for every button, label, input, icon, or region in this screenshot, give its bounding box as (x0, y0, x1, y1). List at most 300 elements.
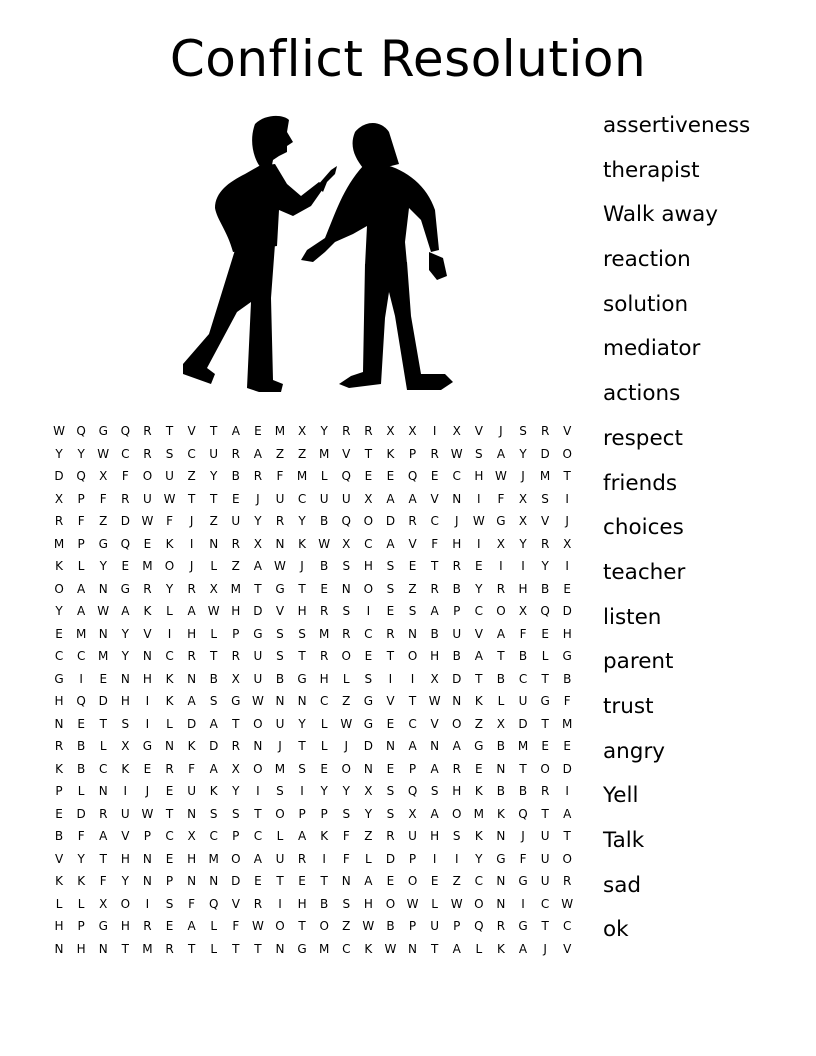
grid-letter: E (475, 559, 483, 574)
grid-letter: I (145, 716, 150, 731)
grid-letter: W (141, 514, 154, 529)
grid-letter: I (167, 626, 172, 641)
grid-letter: G (518, 874, 528, 889)
grid-letter: I (521, 559, 525, 574)
grid-letter: N (496, 874, 506, 889)
grid-letter: K (187, 739, 196, 754)
grid-letter: N (253, 739, 263, 754)
grid-letter: W (53, 424, 65, 439)
grid-letter: O (120, 896, 131, 911)
grid-letter: C (297, 491, 307, 506)
grid-letter: M (318, 446, 330, 461)
grid-row (48, 758, 578, 781)
grid-letter: T (232, 941, 240, 956)
grid-letter: B (518, 784, 528, 799)
grid-letter: D (363, 739, 373, 754)
grid-letter: I (145, 896, 150, 911)
grid-letter: F (188, 896, 196, 911)
grid-letter: N (142, 649, 152, 664)
grid-letter: I (366, 604, 371, 619)
grid-letter: N (275, 694, 285, 709)
grid-letter: S (342, 896, 351, 911)
grid-letter: C (121, 446, 130, 461)
grid-letter: F (77, 514, 85, 529)
grid-letter: N (209, 874, 219, 889)
grid-letter: L (276, 829, 284, 844)
grid-letter: R (540, 784, 550, 799)
grid-letter: I (278, 896, 282, 911)
grid-letter: X (231, 761, 240, 776)
grid-letter: N (275, 536, 285, 551)
grid-letter: G (98, 536, 108, 551)
grid-letter: G (363, 694, 374, 709)
grid-letter: A (563, 806, 572, 821)
grid-letter: N (408, 941, 418, 956)
grid-letter: P (298, 806, 306, 821)
grid-letter: B (77, 739, 86, 754)
grid-letter: G (275, 581, 285, 596)
grid-row (48, 623, 578, 646)
grid-letter: D (186, 716, 197, 731)
page-title: Conflict Resolution (169, 30, 647, 88)
grid-letter: T (541, 671, 549, 686)
grid-letter: P (408, 761, 417, 776)
grid-letter: L (166, 604, 173, 619)
grid-letter: L (320, 739, 328, 754)
grid-letter: N (142, 874, 152, 889)
grid-letter: Q (76, 469, 86, 484)
grid-letter: T (364, 446, 373, 461)
grid-letter: R (231, 536, 240, 551)
grid-letter: B (320, 559, 329, 574)
grid-letter: H (452, 784, 462, 799)
grid-letter: X (253, 536, 262, 551)
grid-letter: F (519, 626, 527, 641)
grid-letter: H (120, 919, 130, 934)
grid-letter: F (166, 514, 173, 529)
grid-letter: N (209, 536, 219, 551)
grid-letter: H (76, 941, 86, 956)
grid-letter: C (54, 649, 64, 664)
word-list-item: reaction (603, 247, 691, 273)
grid-letter: Z (275, 446, 285, 461)
grid-letter: Y (519, 536, 527, 551)
grid-letter: R (540, 424, 550, 439)
grid-letter: P (77, 919, 85, 934)
grid-letter: B (386, 919, 395, 934)
grid-letter: K (55, 559, 63, 574)
grid-letter: W (472, 514, 485, 529)
grid-letter: G (540, 694, 550, 709)
grid-letter: H (120, 851, 130, 866)
grid-letter: H (363, 559, 373, 574)
grid-letter: R (496, 919, 506, 934)
grid-letter: O (275, 919, 285, 934)
grid-letter: F (77, 829, 85, 844)
grid-letter: S (276, 649, 284, 664)
grid-row (48, 825, 578, 848)
grid-letter: T (187, 941, 196, 956)
grid-letter: O (363, 514, 374, 529)
grid-letter: M (318, 626, 330, 641)
grid-letter: Z (187, 469, 196, 484)
grid-letter: Y (121, 874, 129, 889)
grid-letter: N (496, 829, 506, 844)
grid-letter: V (474, 424, 483, 439)
grid-letter: E (563, 739, 571, 754)
grid-letter: A (77, 581, 86, 596)
grid-letter: F (276, 469, 284, 484)
grid-letter: M (296, 469, 308, 484)
grid-letter: E (475, 761, 483, 776)
grid-letter: O (54, 581, 64, 596)
grid-letter: S (165, 896, 174, 911)
grid-letter: N (187, 806, 197, 821)
grid-letter: E (320, 581, 328, 596)
grid-letter: G (98, 424, 108, 439)
grid-letter: R (54, 514, 64, 529)
grid-letter: Y (77, 851, 85, 866)
grid-row (48, 735, 578, 758)
grid-letter: N (98, 626, 108, 641)
grid-letter: C (430, 514, 439, 529)
grid-letter: W (251, 919, 264, 934)
grid-letter: R (165, 941, 174, 956)
grid-letter: Q (407, 469, 418, 484)
grid-letter: X (408, 806, 417, 821)
grid-letter: A (253, 559, 262, 574)
grid-letter: T (320, 874, 328, 889)
grid-letter: N (385, 739, 395, 754)
grid-letter: T (165, 806, 174, 821)
grid-letter: E (99, 671, 108, 686)
grid-letter: L (320, 469, 328, 484)
grid-letter: E (541, 626, 549, 641)
grid-letter: B (320, 896, 329, 911)
grid-letter: Y (165, 581, 174, 596)
grid-letter: U (341, 491, 351, 506)
grid-letter: B (496, 784, 506, 799)
word-list-item: sad (603, 872, 642, 898)
grid-letter: R (430, 446, 439, 461)
grid-letter: W (406, 896, 419, 911)
grid-letter: O (231, 851, 241, 866)
grid-letter: V (541, 514, 550, 529)
grid-letter: D (452, 671, 462, 686)
grid-letter: F (519, 851, 527, 866)
grid-letter: K (298, 536, 307, 551)
grid-letter: V (563, 424, 572, 439)
grid-letter: I (432, 424, 437, 439)
grid-letter: U (253, 649, 263, 664)
grid-row (48, 690, 578, 713)
grid-letter: L (210, 626, 218, 641)
grid-letter: G (518, 919, 528, 934)
grid-letter: X (452, 424, 461, 439)
grid-row (48, 848, 578, 871)
grid-letter: W (561, 896, 574, 911)
grid-letter: G (253, 626, 263, 641)
grid-letter: I (410, 671, 415, 686)
grid-letter: K (143, 604, 152, 619)
grid-letter: S (231, 806, 240, 821)
grid-letter: J (278, 739, 282, 754)
grid-letter: M (517, 739, 529, 754)
grid-letter: R (275, 514, 285, 529)
grid-letter: J (454, 514, 459, 529)
grid-letter: R (540, 536, 550, 551)
grid-letter: D (385, 851, 396, 866)
grid-letter: H (187, 851, 197, 866)
grid-letter: A (364, 874, 373, 889)
grid-letter: C (253, 829, 263, 844)
word-list-item: mediator (603, 336, 701, 362)
grid-letter: Y (298, 514, 306, 529)
grid-letter: B (209, 671, 218, 686)
grid-letter: O (496, 604, 506, 619)
grid-letter: H (363, 896, 373, 911)
grid-letter: T (541, 919, 549, 934)
grid-letter: A (209, 716, 218, 731)
grid-letter: Z (452, 874, 461, 889)
grid-letter: H (187, 626, 197, 641)
grid-letter: B (430, 626, 439, 641)
grid-letter: N (496, 761, 506, 776)
grid-letter: T (298, 919, 306, 934)
grid-letter: R (496, 581, 506, 596)
grid-letter: E (165, 784, 174, 799)
grid-letter: Y (254, 514, 262, 529)
grid-letter: U (231, 514, 241, 529)
grid-letter: N (496, 896, 506, 911)
grid-letter: I (477, 491, 481, 506)
grid-letter: X (187, 829, 196, 844)
grid-letter: L (342, 671, 350, 686)
grid-row (48, 893, 578, 916)
grid-letter: T (497, 649, 505, 664)
grid-letter: Q (76, 694, 86, 709)
grid-letter: Y (298, 716, 306, 731)
grid-letter: D (518, 716, 528, 731)
grid-letter: T (563, 469, 571, 484)
grid-letter: W (97, 446, 110, 461)
grid-letter: D (562, 761, 572, 776)
grid-letter: K (364, 941, 373, 956)
grid-letter: K (121, 761, 130, 776)
grid-letter: F (342, 829, 350, 844)
grid-letter: H (562, 626, 572, 641)
grid-letter: C (319, 694, 329, 709)
grid-letter: T (475, 671, 483, 686)
grid-letter: G (231, 694, 241, 709)
grid-letter: X (518, 491, 528, 506)
grid-letter: S (386, 559, 395, 574)
grid-letter: T (210, 491, 218, 506)
grid-letter: R (342, 626, 351, 641)
grid-letter: C (540, 896, 550, 911)
grid-letter: O (562, 851, 572, 866)
grid-letter: S (386, 784, 395, 799)
grid-letter: O (164, 559, 175, 574)
grid-letter: W (340, 716, 353, 731)
grid-letter: Y (99, 559, 107, 574)
word-list-item: choices (603, 515, 684, 541)
grid-letter: I (322, 851, 326, 866)
grid-letter: W (384, 941, 397, 956)
grid-letter: M (274, 761, 286, 776)
grid-letter: Q (76, 424, 86, 439)
grid-letter: N (142, 851, 152, 866)
grid-letter: C (187, 446, 196, 461)
grid-letter: F (563, 694, 571, 709)
grid-letter: F (431, 536, 439, 551)
grid-letter: V (54, 851, 64, 866)
grid-letter: A (253, 851, 262, 866)
grid-letter: E (386, 716, 395, 731)
grid-letter: O (363, 581, 374, 596)
grid-letter: G (297, 671, 307, 686)
grid-letter: M (318, 941, 330, 956)
grid-letter: C (518, 671, 528, 686)
grid-letter: E (165, 851, 174, 866)
grid-letter: T (99, 716, 107, 731)
grid-letter: J (344, 739, 349, 754)
grid-letter: N (165, 739, 174, 754)
word-list (603, 111, 750, 960)
grid-letter: E (55, 806, 63, 821)
grid-letter: L (210, 559, 218, 574)
grid-letter: Y (320, 424, 328, 439)
grid-letter: T (165, 424, 174, 439)
grid-letter: U (120, 806, 130, 821)
grid-letter: S (209, 694, 218, 709)
grid-letter: I (521, 896, 525, 911)
grid-letter: P (408, 851, 417, 866)
grid-letter: S (364, 671, 373, 686)
grid-letter: H (231, 604, 241, 619)
grid-letter: P (408, 446, 417, 461)
grid-letter: D (253, 604, 263, 619)
grid-letter: W (428, 694, 441, 709)
grid-letter: T (210, 649, 218, 664)
grid-letter: I (145, 694, 150, 709)
grid-letter: H (430, 829, 440, 844)
grid-letter: M (274, 424, 286, 439)
grid-letter: J (256, 491, 260, 506)
grid-letter: K (474, 694, 483, 709)
grid-letter: O (474, 896, 484, 911)
grid-letter: U (275, 491, 285, 506)
grid-letter: T (563, 829, 571, 844)
grid-letter: A (496, 626, 506, 641)
grid-letter: S (276, 626, 284, 641)
grid-letter: F (342, 851, 350, 866)
word-list-item: therapist (603, 157, 700, 183)
grid-letter: R (187, 649, 196, 664)
grid-letter: K (165, 536, 174, 551)
grid-letter: S (298, 626, 306, 641)
grid-letter: E (430, 469, 439, 484)
grid-letter: O (275, 806, 285, 821)
grid-letter: Q (120, 424, 131, 439)
grid-row (48, 555, 578, 578)
grid-letter: T (298, 649, 306, 664)
word-list-item: trust (603, 693, 654, 719)
grid-row (48, 533, 578, 556)
grid-letter: U (540, 851, 550, 866)
grid-row (48, 938, 578, 961)
grid-letter: E (254, 424, 262, 439)
grid-letter: T (386, 649, 395, 664)
grid-letter: E (386, 469, 395, 484)
grid-row (48, 600, 578, 623)
grid-letter: R (121, 491, 130, 506)
word-list-item: Yell (603, 783, 639, 809)
grid-letter: V (275, 604, 285, 619)
grid-letter: E (143, 761, 152, 776)
grid-letter: G (120, 581, 130, 596)
grid-letter: T (541, 806, 549, 821)
grid-letter: W (494, 469, 507, 484)
grid-letter: K (496, 941, 505, 956)
grid-letter: C (165, 649, 174, 664)
grid-letter: W (362, 919, 375, 934)
grid-letter: R (430, 581, 439, 596)
grid-letter: Y (519, 446, 527, 461)
grid-letter: T (254, 806, 262, 821)
grid-letter: O (253, 716, 263, 731)
grid-letter: R (165, 761, 174, 776)
grid-letter: A (430, 604, 439, 619)
grid-letter: Z (209, 514, 218, 529)
grid-letter: I (565, 559, 569, 574)
grid-letter: V (563, 941, 572, 956)
grid-letter: A (430, 806, 439, 821)
grid-letter: W (450, 446, 463, 461)
grid-letter: T (99, 851, 107, 866)
grid-letter: Q (208, 896, 219, 911)
grid-letter: X (99, 896, 108, 911)
grid-letter: Y (55, 604, 63, 619)
grid-letter: R (231, 739, 240, 754)
grid-letter: F (232, 919, 240, 934)
grid-letter: T (298, 581, 306, 596)
grid-letter: H (518, 581, 528, 596)
grid-letter: Y (121, 649, 129, 664)
grid-letter: X (518, 604, 528, 619)
grid-letter: O (142, 469, 153, 484)
grid-letter: C (474, 604, 484, 619)
grid-letter: L (541, 649, 549, 664)
grid-letter: L (166, 716, 173, 731)
grid-letter: T (276, 874, 284, 889)
grid-letter: M (230, 581, 241, 596)
grid-letter: D (54, 469, 64, 484)
grid-letter: M (539, 469, 551, 484)
grid-letter: V (143, 626, 152, 641)
grid-row (48, 803, 578, 826)
grid-letter: A (77, 604, 86, 619)
grid-letter: Y (77, 446, 85, 461)
grid-letter: K (474, 784, 483, 799)
grid-letter: X (231, 671, 240, 686)
grid-letter: Y (475, 851, 483, 866)
grid-letter: G (496, 851, 506, 866)
grid-letter: R (231, 649, 240, 664)
grid-letter: O (407, 874, 418, 889)
grid-letter: S (121, 716, 130, 731)
grid-row (48, 713, 578, 736)
